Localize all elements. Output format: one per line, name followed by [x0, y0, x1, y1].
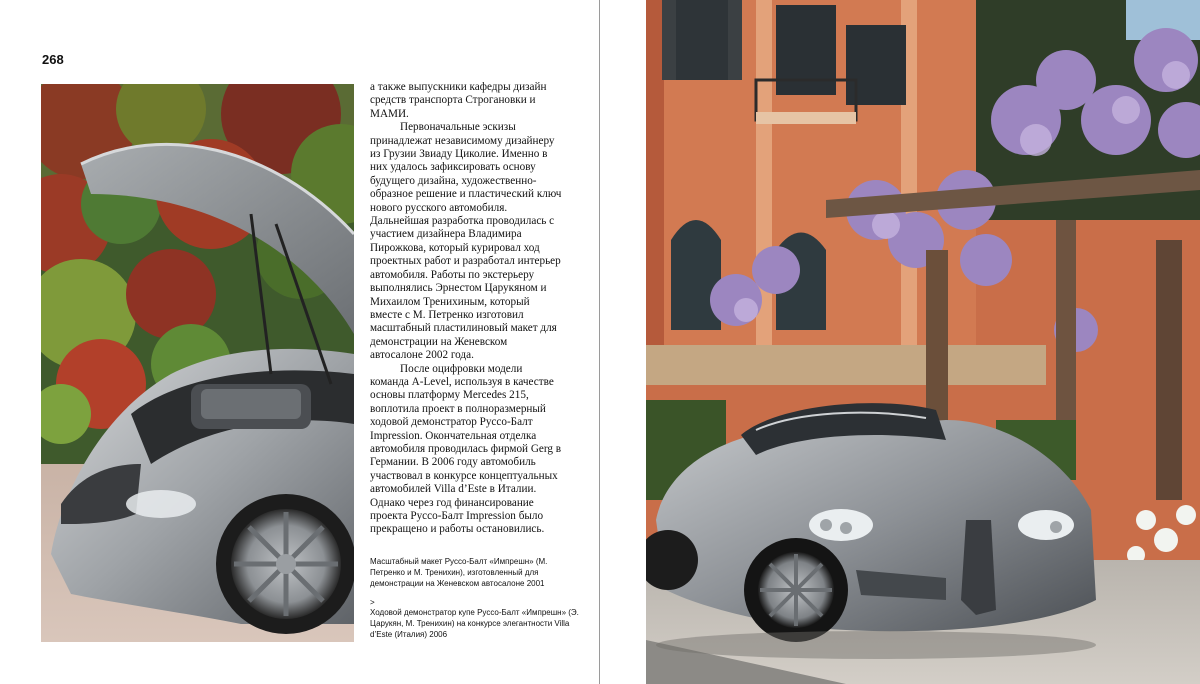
page-number: 268 [42, 52, 64, 67]
paragraph: После оцифровки модели команда A-Level, используя в качестве основы платформу Mercedes 215, воплотила проект в полноразмерный ходовой демонстратор Руссо-Балт Impression. Окончательная отделка автомобиля проводилась фирмой Gerg в Германии. В 2006 году автомобиль участвовал в конкурсе концептуальных автомобилей Villa d’Este в Италии. Однако через год финансирование проекта Руссо-Балт Impression было прекращено и работы остановились. [370, 362, 562, 536]
paragraph: Первоначальные эскизы принадлежат независимому дизайнеру из Грузии Звиаду Циколие. Именно в них удалось зафиксировать основу будущего дизайна, художественно-образное решение и пластический ключ нового русского автомобиля. Дальнейшая разработка проводилась с участием дизайнера Владимира Пирожкова, который курировал ход проектных работ и разработал интерьер автомобиля. Работы по экстерьеру выполнялись Эрнестом Царукяном и Михаилом Тренихиным, который вместе с М. Петренко изготовил масштабный пластилиновый макет для демонстрации на Женевском автосалоне 2002 года. [370, 121, 562, 362]
gutter-line [599, 0, 600, 684]
concept-car-model-photo [41, 84, 354, 642]
paragraph: а также выпускники кафедры дизайн средств транспорта Строгановки и МАМИ. [370, 81, 547, 120]
body-text-column [370, 81, 562, 537]
caption-right-photo: Ходовой демонстратор купе Руссо-Балт «Импрешн» (Э. Царукян, М. Тренихин) на конкурсе элегантности Villa d’Este (Италия) 2006 [370, 608, 579, 639]
caption-left-photo: Масштабный макет Руссо-Балт «Импрешн» (М. Петренко и М. Тренихин), изготовленный для демонстрации на Женевском автосалоне 2001 [370, 557, 548, 588]
left-photo [41, 84, 354, 642]
silver-coupe-villa-photo [646, 0, 1200, 684]
right-photo [646, 0, 1200, 684]
caption-arrow-right-icon: > [370, 598, 375, 607]
photo-captions [370, 556, 580, 649]
